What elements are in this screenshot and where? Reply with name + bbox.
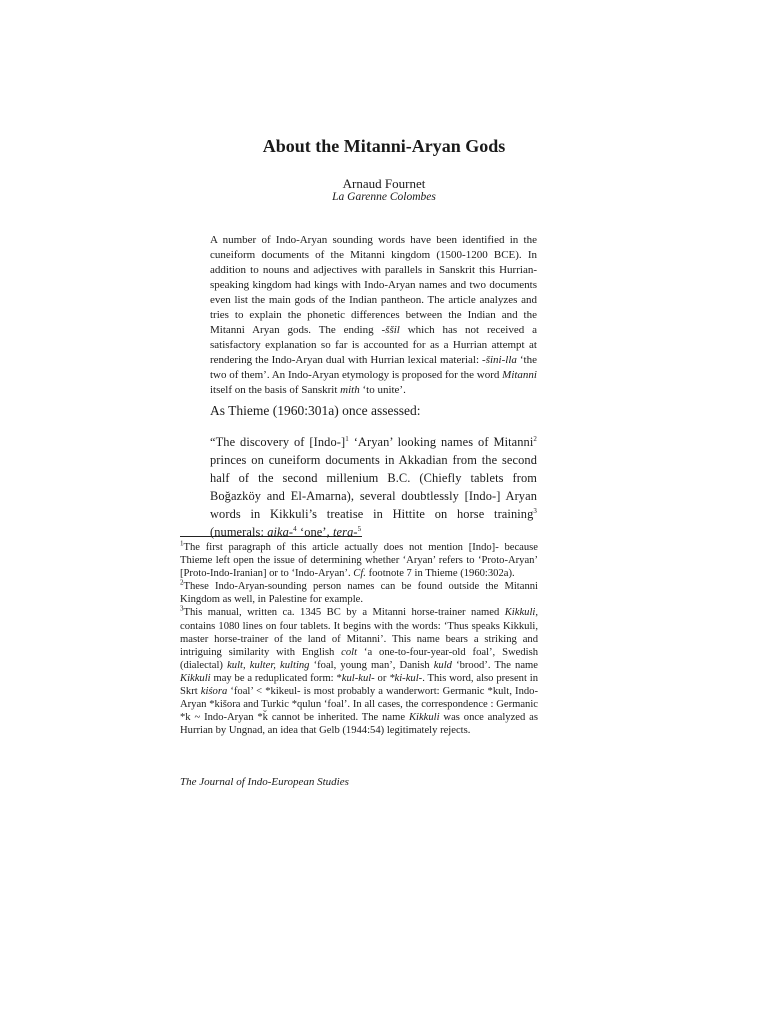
abstract-term-ssil: -ššil	[381, 324, 400, 336]
footnote-text: or	[374, 672, 390, 684]
footnote-number: 1	[180, 539, 184, 548]
footnote-text: ‘foal, young man’, Danish	[309, 659, 434, 671]
footnote-text: . This word, also present in Skrt	[180, 672, 538, 698]
footnote-ref-3[interactable]: 3	[533, 506, 537, 515]
footnote-text: This manual, written ca. 1345 BC by a Mitanni horse-trainer named	[183, 607, 505, 619]
abstract-text: A number of Indo-Aryan sounding words have been identified in the cuneiform documents of the Mitanni kingdom (1500-1200 BCE). In addition to nouns and adjectives with parallels in Sanskrit this Hurrian-speaking kingdom had kings with Indo-Aryan names and two documents even list the main gods of the Indian pantheon. The article analyzes and tries to explain the phonetic differences between the Indian and the Mitanni Aryan gods. The ending	[210, 234, 537, 336]
footnote-text: footnote 7 in Thieme (1960:302a).	[365, 568, 515, 580]
footnote-term: kult, kulter, kulting	[227, 659, 310, 671]
footnote-ref-4[interactable]: 4	[293, 524, 297, 533]
footnote-text: was once analyzed as Hurrian by Ungnad, an idea that Gelb (1944:54) legitimately rejects.	[180, 712, 538, 737]
quote-term-aika: aika-	[267, 525, 294, 539]
quote-text: (numerals:	[210, 525, 268, 539]
quote-text: ‘one’,	[296, 525, 334, 539]
abstract	[210, 233, 537, 398]
intro-sentence: As Thieme (1960:301a) once assessed:	[210, 403, 421, 418]
quote-text: “The discovery of [Indo-]	[210, 435, 346, 449]
footnote-ref-5[interactable]: 5	[357, 524, 362, 533]
footnote-divider	[180, 536, 362, 537]
article-title: About the Mitanni-Aryan Gods	[262, 136, 506, 156]
footnotes	[180, 541, 538, 737]
footnote-number: 3	[180, 604, 184, 613]
footnote-term: Kikkuli	[180, 672, 211, 684]
footnote-2	[180, 580, 538, 606]
footnote-text: The first paragraph of this article actually does not mention [Indo]- because Thieme left open the issue of determining whether ‘Aryan’ refers to ‘Proto-Aryan’ [Proto-Indo-Iranian] or to ‘Indo-Aryan’.	[180, 542, 538, 580]
footnote-term: kul-kul-	[341, 672, 375, 684]
footnote-term: Kikkuli	[408, 712, 440, 724]
footnote-number: 2	[180, 578, 184, 587]
author-name: Arnaud Fournet	[342, 176, 426, 191]
footnote-term: kuld	[433, 659, 452, 671]
abstract-text: itself on the basis of Sanskrit	[210, 384, 341, 396]
footnote-ref-1[interactable]: 1	[345, 434, 349, 443]
thieme-quote	[210, 433, 537, 541]
footnote-1	[180, 541, 538, 580]
footnote-ref-2[interactable]: 2	[533, 434, 537, 443]
footnote-text: ‘brood’. The name	[451, 659, 538, 671]
footnote-text: ‘foal’ < *kikeul- is most probably a wanderwort: Germanic *kult, Indo-Aryan *kišora and Turkic *qulun ‘foal’. In all cases, the correspondence : Germanic *k ~ Indo-Aryan *k̆ cannot be inherited. The name	[180, 686, 539, 724]
footnote-term: Kikkuli	[504, 607, 536, 619]
footnote-text: , contains 1080 lines on four tablets. It begins with the words: ‘Thus speaks Kikkuli, master horse-trainer of the land of Mitanni’. This name bears a striking and intriguing similarity with English	[180, 607, 538, 658]
footnote-text: ‘a one-to-four-year-old foal’, Swedish (dialectal)	[180, 646, 538, 671]
abstract-text: ‘the two of them’. An Indo-Aryan etymology is proposed for the word	[210, 354, 537, 381]
abstract-term-sinilla: -šini-lla	[482, 354, 517, 366]
quote-text: ‘Aryan’ looking names of Mitanni	[348, 435, 534, 449]
quote-term-tera: tera-	[333, 525, 358, 539]
quote-text: princes on cuneiform documents in Akkadian from the second half of the second millenium B.C. (Chiefly tablets from Boğazköy and El-Amarna), several doubtlessly [Indo-] Aryan words in Kikkuli’s treatise in Hittite on horse training	[210, 453, 537, 521]
abstract-term-mitanni: Mitanni	[502, 369, 537, 381]
footnote-term: Cf.	[353, 568, 366, 580]
footnote-term: colt	[341, 646, 358, 658]
footnote-text: These Indo-Aryan-sounding person names can be found outside the Mitanni Kingdom as well, in Palestine for example.	[180, 581, 538, 606]
footnote-text: may be a reduplicated form: *	[210, 672, 342, 684]
journal-name: The Journal of Indo-European Studies	[180, 776, 349, 788]
footnote-term: *ki-kul-	[389, 672, 423, 684]
footnote-term: kiśora	[200, 686, 228, 698]
author-affiliation: La Garenne Colombes	[332, 191, 436, 203]
abstract-term-mith: mith	[340, 384, 360, 396]
abstract-text: which has not received a satisfactory explanation so far is accounted for as a Hurrian attempt at rendering the Indo-Aryan dual with Hurrian lexical material:	[210, 324, 537, 366]
footnote-3	[180, 606, 538, 737]
abstract-text: ‘to unite’.	[359, 384, 406, 396]
